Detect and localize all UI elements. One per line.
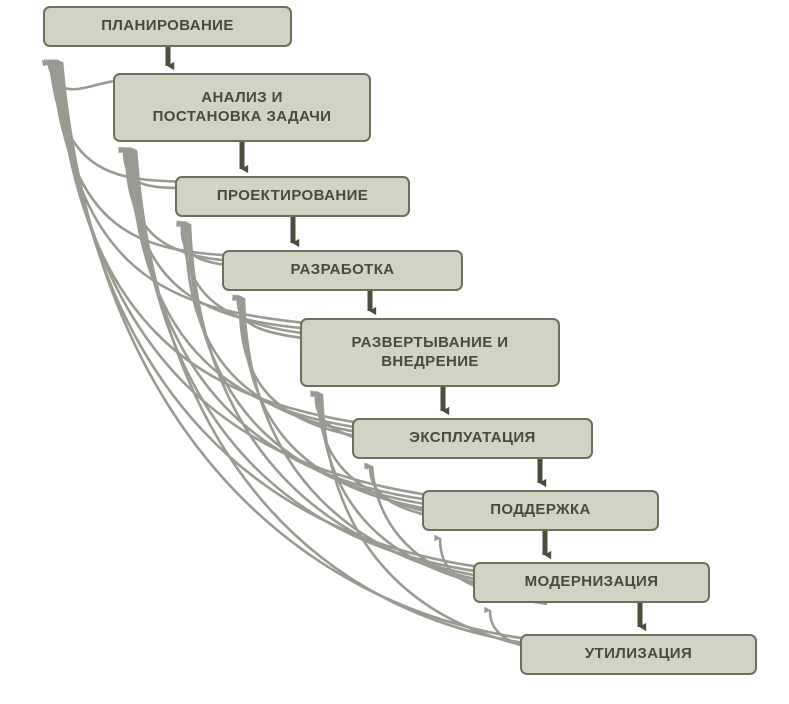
node-modernization[interactable]	[473, 562, 710, 603]
node-deployment[interactable]	[300, 318, 560, 387]
node-modernization-label: МОДЕРНИЗАЦИЯ	[524, 573, 659, 591]
node-deployment-label-line2: ВНЕДРЕНИЕ	[381, 352, 479, 370]
node-support-label: ПОДДЕРЖКА	[490, 501, 591, 519]
node-planning-label: ПЛАНИРОВАНИЕ	[101, 17, 234, 35]
node-development-label: РАЗРАБОТКА	[290, 261, 395, 279]
node-operation[interactable]	[352, 418, 593, 459]
node-planning[interactable]	[43, 6, 292, 47]
node-design[interactable]	[175, 176, 410, 217]
node-disposal-label: УТИЛИЗАЦИЯ	[584, 645, 693, 663]
node-analysis[interactable]	[113, 73, 371, 142]
node-operation-label: ЭКСПЛУАТАЦИЯ	[409, 429, 536, 447]
node-deployment-label-line1: РАЗВЕРТЫВАНИЕ И	[351, 333, 509, 351]
node-analysis-label-line2: ПОСТАНОВКА ЗАДАЧИ	[152, 107, 332, 125]
node-design-label: ПРОЕКТИРОВАНИЕ	[216, 187, 369, 205]
node-analysis-label-line1: АНАЛИЗ И	[201, 88, 283, 106]
node-support[interactable]	[422, 490, 659, 531]
node-disposal[interactable]	[520, 634, 757, 675]
node-development[interactable]	[222, 250, 463, 291]
